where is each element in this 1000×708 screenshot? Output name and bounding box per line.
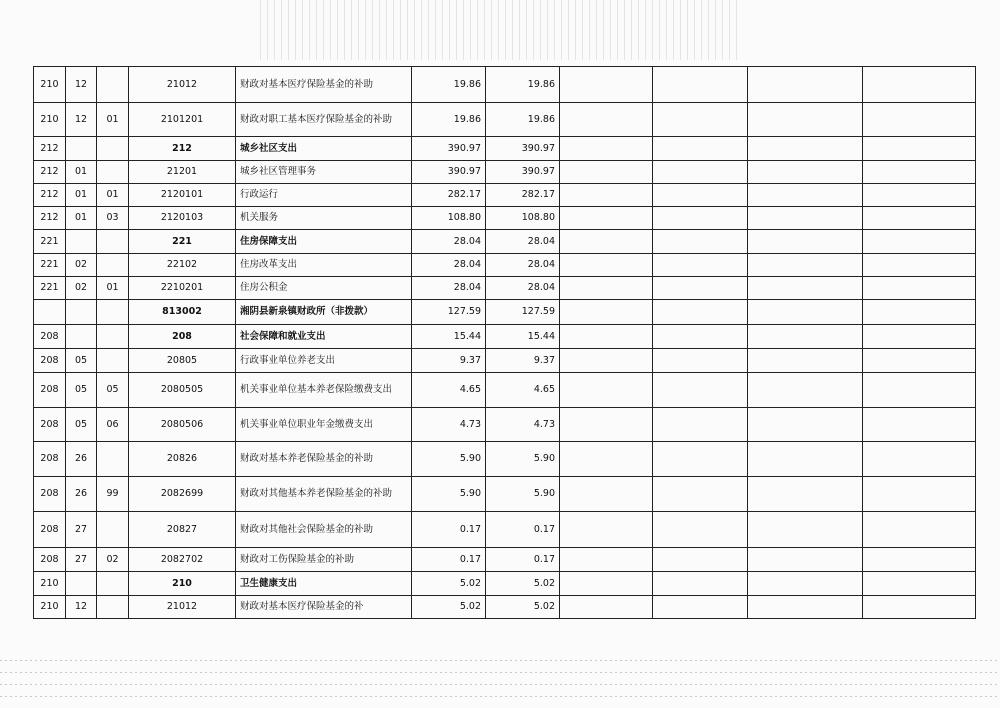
subject-code: 22102 <box>129 254 236 277</box>
subject-code: 2082702 <box>129 548 236 572</box>
empty-cell <box>560 408 653 442</box>
table-row <box>34 137 976 161</box>
class-code: 210 <box>34 103 66 137</box>
item-code: 12 <box>66 596 97 619</box>
item-code: 27 <box>66 512 97 548</box>
empty-cell <box>560 230 653 254</box>
total-amount: 15.44 <box>412 325 486 349</box>
table-row <box>34 103 976 137</box>
class-code: 212 <box>34 184 66 207</box>
subject-name: 财政对职工基本医疗保险基金的补助 <box>236 103 412 137</box>
subject-name: 财政对基本养老保险基金的补助 <box>236 442 412 477</box>
total-amount: 28.04 <box>412 277 486 300</box>
basic-amount: 0.17 <box>486 512 560 548</box>
subject-name: 卫生健康支出 <box>236 572 412 596</box>
empty-cell <box>560 349 653 373</box>
item-code: 05 <box>66 408 97 442</box>
subject-code: 2120103 <box>129 207 236 230</box>
empty-cell <box>560 103 653 137</box>
empty-cell <box>560 373 653 408</box>
empty-cell <box>653 572 748 596</box>
basic-amount: 127.59 <box>486 300 560 325</box>
item-code: 27 <box>66 548 97 572</box>
empty-cell <box>863 207 976 230</box>
item-code <box>66 230 97 254</box>
empty-cell <box>863 184 976 207</box>
subject-name: 城乡社区管理事务 <box>236 161 412 184</box>
sub-item-code <box>97 596 129 619</box>
basic-amount: 19.86 <box>486 103 560 137</box>
total-amount: 9.37 <box>412 349 486 373</box>
empty-cell <box>748 548 863 572</box>
item-code: 02 <box>66 254 97 277</box>
class-code: 221 <box>34 277 66 300</box>
subject-code: 813002 <box>129 300 236 325</box>
empty-cell <box>863 408 976 442</box>
total-amount: 19.86 <box>412 67 486 103</box>
sub-item-code: 02 <box>97 548 129 572</box>
item-code <box>66 300 97 325</box>
table-row <box>34 254 976 277</box>
total-amount: 390.97 <box>412 161 486 184</box>
class-code: 221 <box>34 230 66 254</box>
empty-cell <box>748 349 863 373</box>
empty-cell <box>863 325 976 349</box>
subject-code: 2082699 <box>129 477 236 512</box>
subject-name: 财政对工伤保险基金的补助 <box>236 548 412 572</box>
budget-table <box>33 66 976 619</box>
table-row <box>34 373 976 408</box>
basic-amount: 5.02 <box>486 596 560 619</box>
class-code: 208 <box>34 548 66 572</box>
empty-cell <box>863 512 976 548</box>
sub-item-code <box>97 230 129 254</box>
empty-cell <box>560 161 653 184</box>
table-row <box>34 442 976 477</box>
class-code: 212 <box>34 161 66 184</box>
total-amount: 108.80 <box>412 207 486 230</box>
empty-cell <box>653 349 748 373</box>
total-amount: 5.90 <box>412 477 486 512</box>
subject-name: 行政运行 <box>236 184 412 207</box>
class-code: 208 <box>34 408 66 442</box>
subject-code: 212 <box>129 137 236 161</box>
class-code <box>34 300 66 325</box>
total-amount: 5.02 <box>412 572 486 596</box>
item-code <box>66 572 97 596</box>
empty-cell <box>863 277 976 300</box>
class-code: 210 <box>34 67 66 103</box>
empty-cell <box>653 548 748 572</box>
basic-amount: 0.17 <box>486 548 560 572</box>
empty-cell <box>560 207 653 230</box>
sub-item-code <box>97 349 129 373</box>
empty-cell <box>748 300 863 325</box>
total-amount: 4.73 <box>412 408 486 442</box>
basic-amount: 28.04 <box>486 230 560 254</box>
subject-name: 财政对基本医疗保险基金的补助 <box>236 67 412 103</box>
empty-cell <box>653 512 748 548</box>
subject-code: 20805 <box>129 349 236 373</box>
empty-cell <box>560 277 653 300</box>
basic-amount: 5.02 <box>486 572 560 596</box>
empty-cell <box>863 254 976 277</box>
empty-cell <box>653 477 748 512</box>
empty-cell <box>748 230 863 254</box>
sub-item-code: 06 <box>97 408 129 442</box>
subject-code: 2080506 <box>129 408 236 442</box>
empty-cell <box>748 373 863 408</box>
empty-cell <box>748 207 863 230</box>
total-amount: 5.90 <box>412 442 486 477</box>
empty-cell <box>748 512 863 548</box>
item-code: 01 <box>66 161 97 184</box>
empty-cell <box>560 254 653 277</box>
empty-cell <box>653 442 748 477</box>
empty-cell <box>560 512 653 548</box>
empty-cell <box>560 442 653 477</box>
subject-name: 住房改革支出 <box>236 254 412 277</box>
sub-item-code <box>97 137 129 161</box>
sub-item-code: 01 <box>97 184 129 207</box>
class-code: 208 <box>34 373 66 408</box>
empty-cell <box>560 548 653 572</box>
class-code: 208 <box>34 325 66 349</box>
empty-cell <box>653 373 748 408</box>
empty-cell <box>748 408 863 442</box>
empty-cell <box>653 277 748 300</box>
basic-amount: 4.65 <box>486 373 560 408</box>
empty-cell <box>653 300 748 325</box>
table-row <box>34 596 976 619</box>
empty-cell <box>863 349 976 373</box>
empty-cell <box>748 137 863 161</box>
item-code: 12 <box>66 103 97 137</box>
table-row <box>34 548 976 572</box>
empty-cell <box>863 300 976 325</box>
empty-cell <box>560 300 653 325</box>
empty-cell <box>748 596 863 619</box>
total-amount: 0.17 <box>412 512 486 548</box>
empty-cell <box>653 325 748 349</box>
sub-item-code: 01 <box>97 277 129 300</box>
total-amount: 5.02 <box>412 596 486 619</box>
subject-code: 2080505 <box>129 373 236 408</box>
empty-cell <box>653 67 748 103</box>
subject-code: 210 <box>129 572 236 596</box>
subject-name: 财政对其他社会保险基金的补助 <box>236 512 412 548</box>
basic-amount: 28.04 <box>486 277 560 300</box>
empty-cell <box>560 67 653 103</box>
item-code: 26 <box>66 442 97 477</box>
table-row <box>34 67 976 103</box>
sub-item-code <box>97 254 129 277</box>
empty-cell <box>748 277 863 300</box>
subject-name: 行政事业单位养老支出 <box>236 349 412 373</box>
empty-cell <box>748 442 863 477</box>
empty-cell <box>560 596 653 619</box>
subject-name: 机关事业单位基本养老保险缴费支出 <box>236 373 412 408</box>
empty-cell <box>748 161 863 184</box>
table-row <box>34 572 976 596</box>
subject-name: 城乡社区支出 <box>236 137 412 161</box>
subject-code: 20826 <box>129 442 236 477</box>
empty-cell <box>863 103 976 137</box>
empty-cell <box>748 572 863 596</box>
class-code: 208 <box>34 442 66 477</box>
item-code: 12 <box>66 67 97 103</box>
table-row <box>34 325 976 349</box>
basic-amount: 9.37 <box>486 349 560 373</box>
empty-cell <box>863 442 976 477</box>
scan-dots <box>0 696 1000 697</box>
class-code: 212 <box>34 137 66 161</box>
empty-cell <box>560 325 653 349</box>
empty-cell <box>863 477 976 512</box>
empty-cell <box>748 184 863 207</box>
sub-item-code <box>97 300 129 325</box>
empty-cell <box>863 596 976 619</box>
subject-code: 21012 <box>129 596 236 619</box>
table-row <box>34 349 976 373</box>
subject-name: 湘阴县新泉镇财政所（非拨款） <box>236 300 412 325</box>
basic-amount: 390.97 <box>486 161 560 184</box>
total-amount: 390.97 <box>412 137 486 161</box>
scan-dots <box>0 684 1000 685</box>
empty-cell <box>863 373 976 408</box>
subject-name: 财政对其他基本养老保险基金的补助 <box>236 477 412 512</box>
sub-item-code: 99 <box>97 477 129 512</box>
empty-cell <box>560 184 653 207</box>
empty-cell <box>560 572 653 596</box>
scan-dots <box>0 660 1000 661</box>
sub-item-code <box>97 442 129 477</box>
class-code: 221 <box>34 254 66 277</box>
empty-cell <box>748 67 863 103</box>
table-row <box>34 230 976 254</box>
sub-item-code <box>97 572 129 596</box>
table-row <box>34 161 976 184</box>
empty-cell <box>560 477 653 512</box>
empty-cell <box>748 103 863 137</box>
item-code: 05 <box>66 349 97 373</box>
subject-code: 20827 <box>129 512 236 548</box>
total-amount: 28.04 <box>412 254 486 277</box>
subject-name: 机关事业单位职业年金缴费支出 <box>236 408 412 442</box>
empty-cell <box>653 596 748 619</box>
class-code: 210 <box>34 596 66 619</box>
class-code: 208 <box>34 512 66 548</box>
subject-code: 21201 <box>129 161 236 184</box>
subject-name: 财政对基本医疗保险基金的补 <box>236 596 412 619</box>
item-code: 05 <box>66 373 97 408</box>
total-amount: 4.65 <box>412 373 486 408</box>
basic-amount: 19.86 <box>486 67 560 103</box>
table-row <box>34 512 976 548</box>
item-code: 01 <box>66 207 97 230</box>
sub-item-code <box>97 325 129 349</box>
table-row <box>34 408 976 442</box>
table-row <box>34 277 976 300</box>
table-row <box>34 300 976 325</box>
sub-item-code: 05 <box>97 373 129 408</box>
empty-cell <box>653 103 748 137</box>
total-amount: 127.59 <box>412 300 486 325</box>
sub-item-code: 01 <box>97 103 129 137</box>
class-code: 212 <box>34 207 66 230</box>
basic-amount: 108.80 <box>486 207 560 230</box>
basic-amount: 282.17 <box>486 184 560 207</box>
empty-cell <box>653 161 748 184</box>
empty-cell <box>863 137 976 161</box>
total-amount: 19.86 <box>412 103 486 137</box>
subject-name: 住房保障支出 <box>236 230 412 254</box>
empty-cell <box>653 254 748 277</box>
item-code: 01 <box>66 184 97 207</box>
item-code <box>66 325 97 349</box>
subject-code: 208 <box>129 325 236 349</box>
empty-cell <box>748 254 863 277</box>
sub-item-code <box>97 512 129 548</box>
item-code <box>66 137 97 161</box>
scan-noise <box>260 0 740 60</box>
table-row <box>34 207 976 230</box>
empty-cell <box>863 161 976 184</box>
basic-amount: 15.44 <box>486 325 560 349</box>
scan-dots <box>0 672 1000 673</box>
subject-code: 221 <box>129 230 236 254</box>
empty-cell <box>653 184 748 207</box>
empty-cell <box>863 230 976 254</box>
sub-item-code: 03 <box>97 207 129 230</box>
subject-name: 社会保障和就业支出 <box>236 325 412 349</box>
subject-code: 2101201 <box>129 103 236 137</box>
sub-item-code <box>97 161 129 184</box>
table-row <box>34 184 976 207</box>
empty-cell <box>748 477 863 512</box>
sub-item-code <box>97 67 129 103</box>
empty-cell <box>653 230 748 254</box>
empty-cell <box>748 325 863 349</box>
empty-cell <box>560 137 653 161</box>
item-code: 02 <box>66 277 97 300</box>
subject-code: 2120101 <box>129 184 236 207</box>
empty-cell <box>863 572 976 596</box>
table-row <box>34 477 976 512</box>
basic-amount: 28.04 <box>486 254 560 277</box>
total-amount: 0.17 <box>412 548 486 572</box>
empty-cell <box>863 67 976 103</box>
subject-code: 2210201 <box>129 277 236 300</box>
class-code: 208 <box>34 349 66 373</box>
total-amount: 28.04 <box>412 230 486 254</box>
empty-cell <box>653 137 748 161</box>
subject-name: 机关服务 <box>236 207 412 230</box>
class-code: 210 <box>34 572 66 596</box>
basic-amount: 4.73 <box>486 408 560 442</box>
subject-name: 住房公积金 <box>236 277 412 300</box>
item-code: 26 <box>66 477 97 512</box>
empty-cell <box>653 408 748 442</box>
subject-code: 21012 <box>129 67 236 103</box>
empty-cell <box>863 548 976 572</box>
total-amount: 282.17 <box>412 184 486 207</box>
basic-amount: 5.90 <box>486 442 560 477</box>
basic-amount: 5.90 <box>486 477 560 512</box>
empty-cell <box>653 207 748 230</box>
class-code: 208 <box>34 477 66 512</box>
basic-amount: 390.97 <box>486 137 560 161</box>
